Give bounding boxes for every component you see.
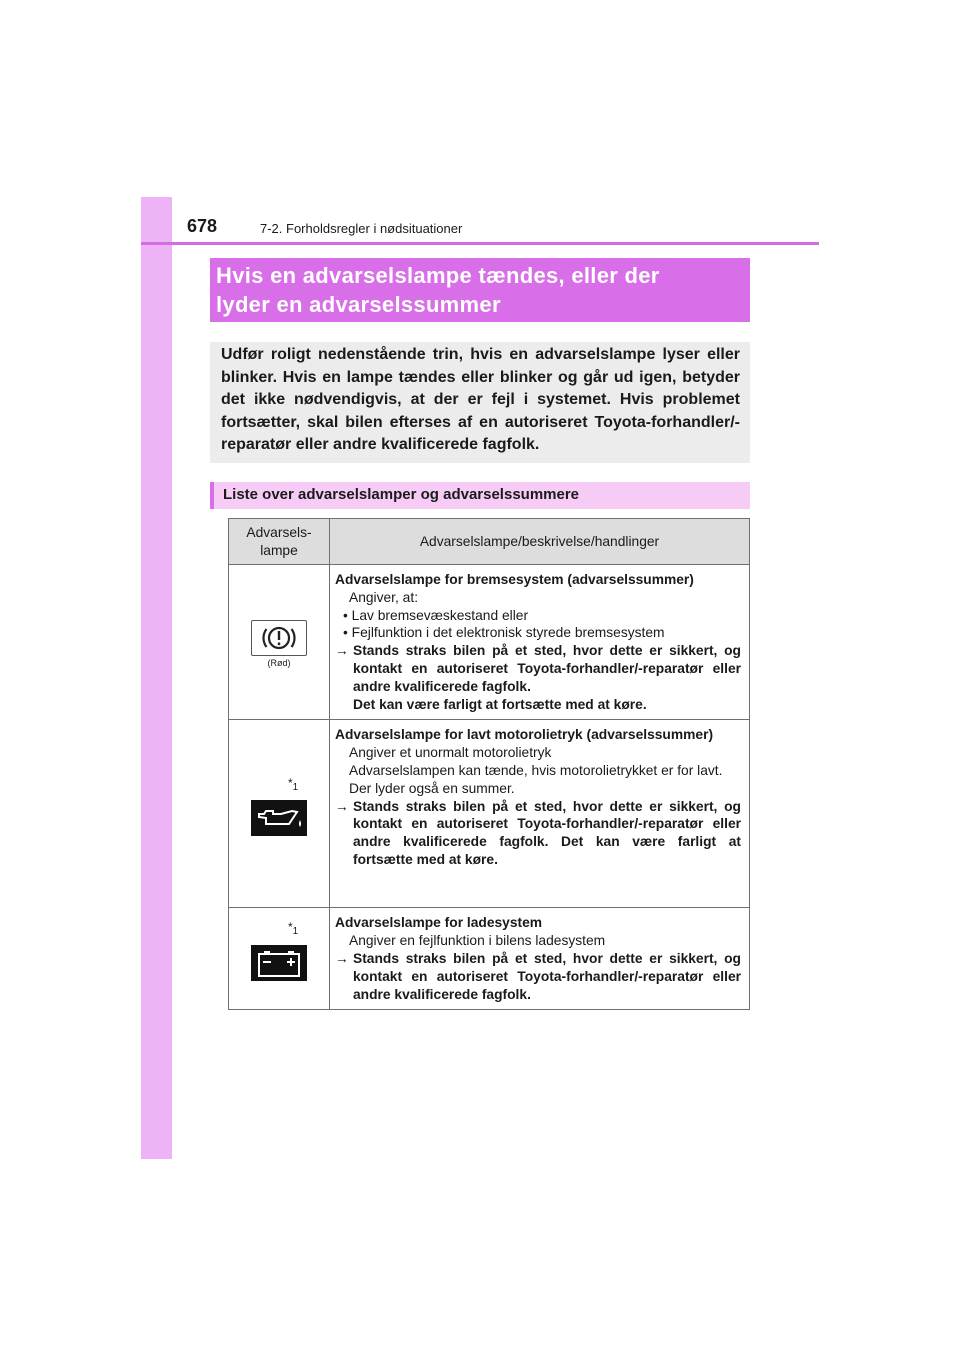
lamp-bullet-text: Lav bremsevæskestand eller [351, 607, 529, 623]
lamp-action [335, 950, 741, 1003]
footnote-marker [288, 920, 298, 937]
lamp-extra: Det kan være farligt at fortsætte med at køre. [353, 696, 647, 712]
section-title: 7-2. Forholdsregler i nødsituationer [260, 221, 463, 236]
lamp-bullet: • Lav bremsevæskestand eller [343, 607, 529, 623]
lamp-bullet-text: Fejlfunktion i det elektronisk styrede bremsesystem [351, 625, 665, 641]
lamp-action-text: Stands straks bilen på et sted, hvor dette er sikkert, og kontakt en autoriseret Toyota-forhandler/-reparatør eller andre kvalificerede fagfolk. [353, 643, 741, 694]
column-header-lamp-line-1: Advarsels- [246, 524, 312, 540]
lamp-line: Advarselslampen kan tænde, hvis motorolietrykket er for lavt. [349, 762, 723, 778]
lamp-action [335, 642, 741, 695]
icon-cell [229, 720, 330, 908]
icon-cell [229, 908, 330, 1010]
warning-lamp-table [228, 518, 750, 1010]
description-cell [330, 720, 750, 908]
lamp-bullet: • Fejlfunktion i det elektronisk styrede bremsesystem [343, 625, 665, 641]
description-cell [330, 565, 750, 720]
lamp-line: Der lyder også en summer. [349, 780, 515, 796]
icon-color-label: (Rød) [267, 658, 291, 668]
page-title-line-1: Hvis en advarselslampe tændes, eller der [216, 263, 660, 288]
lamp-line: Angiver et unormalt motorolietryk [349, 745, 552, 761]
brake-warning-icon [251, 620, 307, 656]
lamp-indicates: Angiver, at: [349, 589, 419, 605]
footnote-number: 1 [292, 926, 299, 938]
battery-charging-icon [251, 945, 307, 981]
table-row [229, 908, 750, 1010]
page-number: 678 [187, 216, 218, 236]
intro-text: Udfør roligt nedenstående trin, hvis en advarselslampe lyser eller blinker. Hvis en lampe tændes eller blinker og går ud igen, betyder det ikke nødvendigvis, at der er fejl i systemet. Hvis problemet fortsætter, skal bilen efterses af en autoriseret Toyota-forhandler/-reparatør eller andre kvalificerede fagfolk. [210, 342, 750, 463]
lamp-action-text: Stands straks bilen på et sted, hvor dette er sikkert, og kontakt en autoriseret Toyota-forhandler/-reparatør eller andre kvalificerede fagfolk. Det kan være farligt at fortsætte med at køre. [353, 798, 741, 867]
lamp-title: Advarselslampe for lavt motorolietryk (advarselssummer) [335, 727, 714, 743]
arrow-icon: → [335, 798, 349, 814]
table-header-row [229, 519, 750, 565]
arrow-icon: → [335, 950, 349, 966]
page-title-line-2: lyder en advarselssummer [216, 292, 501, 317]
side-band [141, 197, 172, 1159]
lamp-action-text: Stands straks bilen på et sted, hvor dette er sikkert, og kontakt en autoriseret Toyota-forhandler/-reparatør eller andre kvalificerede fagfolk. [353, 950, 741, 1002]
lamp-title: Advarselslampe for ladesystem [335, 915, 543, 931]
table-row [229, 565, 750, 720]
arrow-icon: → [335, 643, 349, 659]
column-header-description: Advarselslampe/beskrivelse/handlinger [330, 519, 750, 565]
footnote-number: 1 [292, 782, 299, 794]
column-header-lamp-line-2: lampe [260, 542, 298, 558]
footnote-star: * [288, 920, 293, 935]
lamp-action [335, 798, 741, 869]
column-header-lamp [229, 519, 330, 565]
sub-heading: Liste over advarselslamper og advarselssummere [210, 482, 750, 509]
lamp-line: Angiver en fejlfunktion i bilens ladesystem [349, 933, 606, 949]
page-title [210, 258, 750, 322]
oil-pressure-icon [251, 800, 307, 836]
footnote-marker [288, 776, 298, 793]
table-row [229, 720, 750, 908]
icon-cell [229, 565, 330, 720]
footnote-star: * [288, 776, 293, 791]
lamp-title: Advarselslampe for bremsesystem (advarselssummer) [335, 572, 694, 587]
header-rule [141, 242, 819, 245]
description-cell [330, 908, 750, 1010]
